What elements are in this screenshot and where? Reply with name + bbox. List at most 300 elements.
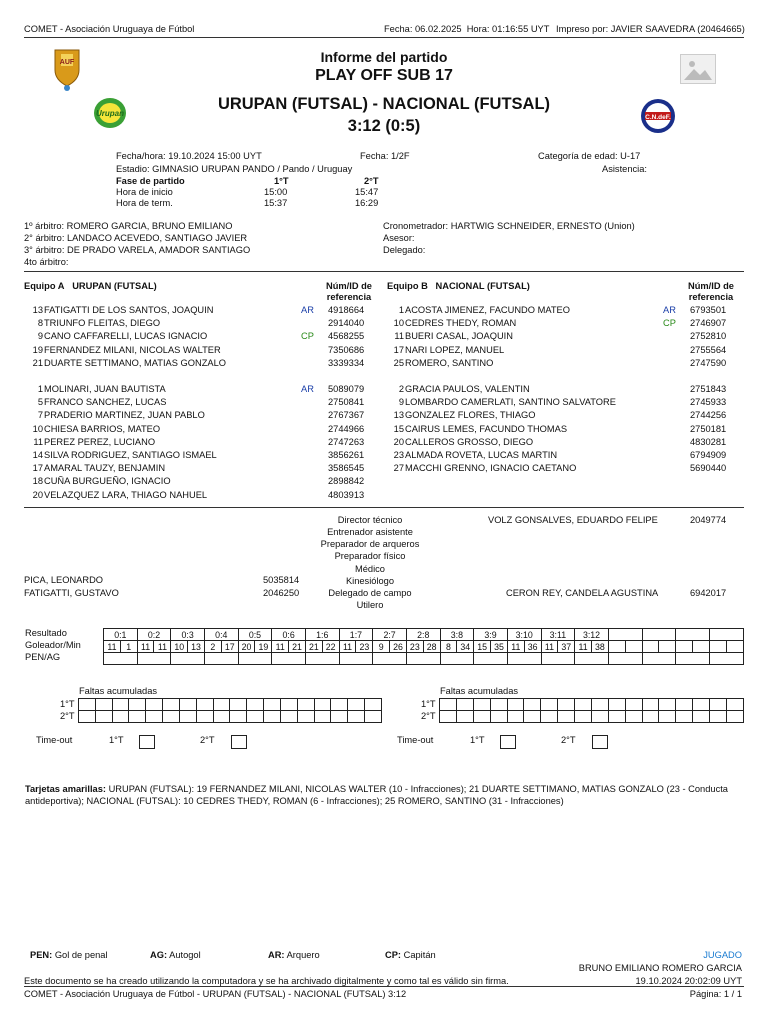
result-cell: 2:7 [373, 629, 407, 641]
scorer-number-cell: 23 [406, 641, 423, 653]
pen-cell [373, 653, 407, 665]
advisor: Asesor: [383, 233, 415, 243]
player-number: 14 [32, 450, 43, 460]
player-name: CUÑA BURGUEÑO, IGNACIO [44, 476, 171, 487]
pen-cell [305, 653, 339, 665]
scorer-minute-cell: 22 [322, 641, 339, 653]
foul-cell [608, 711, 625, 723]
result-cell: 3:11 [541, 629, 575, 641]
player-name: VELAZQUEZ LARA, THIAGO NAHUEL [44, 489, 208, 500]
staff-role-label: Preparador de arqueros [320, 539, 420, 550]
pen-cell [608, 653, 642, 665]
player-number: 25 [393, 357, 404, 368]
pen-cell [137, 653, 171, 665]
player-name: DUARTE SETTIMANO, MATIAS GONZALO [44, 357, 226, 368]
team-b-sub-row [0, 397, 768, 410]
player-role: CP [301, 331, 314, 342]
foul-cell [179, 711, 196, 723]
player-name: AMARAL TAUZY, BENJAMIN [44, 463, 166, 474]
player-number: 10 [32, 423, 43, 434]
team-b-starter-row [0, 358, 768, 371]
foul-cell [710, 711, 727, 723]
foul-cell [575, 711, 592, 723]
player-id: 3339334 [328, 357, 365, 368]
team-a-sub-row [0, 490, 768, 503]
player-id: 4918664 [328, 305, 365, 315]
player-number: 21 [32, 357, 43, 368]
scorer-minute-cell [692, 641, 709, 653]
scorer-minute-cell: 28 [423, 641, 440, 653]
scorer-number-cell: 11 [541, 641, 558, 653]
referee-4: 4to árbitro: [24, 257, 69, 267]
player-name: NARI LOPEZ, MANUEL [405, 344, 505, 355]
timeout-a-1t-label: 1°T [109, 735, 124, 745]
scorer-minute-cell: 34 [457, 641, 474, 653]
pen-cell [238, 653, 272, 665]
team-b-sub-row [0, 463, 768, 476]
svg-text:C.N.deF.: C.N.deF. [645, 114, 671, 121]
end-label: Hora de term. [116, 198, 173, 208]
result-cell: 0:5 [238, 629, 272, 641]
scorer-minute-cell: 13 [188, 641, 205, 653]
phase-label: Fase de partido [116, 176, 185, 186]
player-id: 2744966 [328, 423, 365, 434]
result-cell [676, 629, 710, 641]
foul-cell [642, 711, 659, 723]
foul-cell [112, 699, 129, 711]
staff-role-label: Delegado de campo [328, 587, 412, 598]
image-placeholder-icon [680, 54, 716, 84]
foul-cell [642, 699, 659, 711]
foul-cell [129, 699, 146, 711]
fouls-b-2t-label: 2°T [421, 711, 436, 721]
foul-cell [524, 711, 541, 723]
scorer-minute-cell [659, 641, 676, 653]
player-id: 2750841 [328, 397, 365, 408]
foul-cell [348, 711, 365, 723]
foul-cell [558, 711, 575, 723]
scorer-minute-cell [726, 641, 743, 653]
player-id: 4830281 [690, 436, 727, 447]
staff-a-delegate-id: 2046250 [263, 588, 300, 598]
timeout-b-label: Time-out [397, 735, 434, 745]
player-id: 2747590 [690, 357, 727, 368]
urupan-logo [88, 95, 132, 131]
fouls-a-1t-label: 1°T [60, 699, 75, 709]
player-name: GONZALEZ FLORES, THIAGO [405, 410, 536, 421]
foul-cell [314, 711, 331, 723]
yellow-cards: Tarjetas amarillas: URUPAN (FUTSAL): 19 FERNANDEZ MILANI, NICOLAS WALTER (10 - Infracciones); 21 DUARTE SETTIMANO, MATIAS GONZALO (23 - Conducta antideportiva); NACIONAL (FUTSAL): 10 CEDRES THEDY, ROMAN (6 - Infracciones); 25 ROMERO, SANTINO (31 - Infracciones) [25, 784, 728, 806]
team-b-sub-row [0, 424, 768, 437]
player-name: CAIRUS LEMES, FACUNDO THOMAS [405, 423, 568, 434]
phase-2t: 2°T [364, 176, 379, 186]
pen-cell [642, 653, 676, 665]
player-name: LOMBARDO CAMERLATI, SANTINO SALVATORE [405, 397, 616, 408]
team-b-sub-row [0, 437, 768, 450]
foul-cell [726, 711, 743, 723]
scorer-number-cell [709, 641, 726, 653]
scorer-minute-cell: 37 [558, 641, 575, 653]
player-number: 13 [32, 305, 43, 315]
staff-a-physio-id: 5035814 [263, 575, 300, 585]
player-number: 8 [37, 318, 43, 329]
player-id: 2745933 [690, 397, 727, 408]
result-cell: 0:4 [204, 629, 238, 641]
player-number: 23 [393, 450, 404, 460]
staff-role-label: Director técnico [337, 515, 403, 525]
timeout-a-2t-label: 2°T [200, 735, 215, 745]
player-number: 11 [33, 436, 43, 447]
foul-cell [507, 711, 524, 723]
competition-title: PLAY OFF SUB 17 [315, 67, 453, 84]
staff-role-label: Preparador físico [334, 551, 406, 562]
player-number: 17 [393, 344, 404, 355]
result-cell: 1:6 [305, 629, 339, 641]
player-number: 1 [398, 305, 404, 315]
result-cell: 3:10 [507, 629, 541, 641]
pen-cell [440, 653, 474, 665]
staff-b-coach-name: VOLZ GONSALVES, EDUARDO FELIPE [488, 515, 658, 525]
player-name: PRADERIO MARTINEZ, JUAN PABLO [44, 410, 205, 421]
scorer-number-cell: 11 [575, 641, 592, 653]
player-id: 4568255 [328, 331, 365, 342]
foul-cell [676, 711, 693, 723]
foul-cell [280, 699, 297, 711]
staff-b-delegate-id: 6942017 [690, 588, 727, 598]
pen-cell [171, 653, 205, 665]
foul-cell [440, 711, 457, 723]
legend-cp: CP: Capitán [385, 950, 436, 960]
player-id: 5690440 [690, 463, 727, 474]
foul-cell [230, 711, 247, 723]
timeout-a-2t-box [231, 735, 247, 749]
foul-cell [693, 699, 710, 711]
player-number: 13 [393, 410, 404, 421]
player-number: 20 [393, 436, 404, 447]
signed-at: 19.10.2024 20:02:09 UYT [635, 976, 742, 986]
scorer-minute-cell: 23 [356, 641, 373, 653]
player-number: 18 [32, 476, 43, 487]
foul-cell [314, 699, 331, 711]
scorer-minute-cell: 11 [154, 641, 171, 653]
fouls-b-grid [439, 698, 744, 723]
foul-cell [348, 699, 365, 711]
player-number: 1 [37, 384, 43, 394]
match-round: Fecha: 1/2F [360, 151, 410, 161]
player-id: 6793501 [690, 305, 727, 315]
pen-cell [474, 653, 508, 665]
foul-cell [710, 699, 727, 711]
team-a-header: Equipo A URUPAN (FUTSAL) [24, 281, 157, 291]
player-id: 2755564 [690, 344, 727, 355]
timeout-b-2t-label: 2°T [561, 735, 576, 745]
match-datetime: Fecha/hora: 19.10.2024 15:00 UYT [116, 151, 262, 161]
scorer-label: Goleador/Min [25, 640, 81, 650]
player-id: 6794909 [690, 450, 727, 460]
foul-cell [163, 711, 180, 723]
end-2t: 16:29 [355, 198, 379, 208]
start-label: Hora de inicio [116, 187, 173, 197]
scorer-number-cell: 11 [507, 641, 524, 653]
result-cell [642, 629, 676, 641]
fouls-a-2t-label: 2°T [60, 711, 75, 721]
team-a-id-header: Núm/ID de referencia [326, 281, 372, 302]
result-cell [608, 629, 642, 641]
scorer-number-cell [676, 641, 693, 653]
player-id: 2747263 [328, 436, 365, 447]
foul-cell [456, 711, 473, 723]
page-number: Página: 1 / 1 [689, 989, 742, 999]
signer-name: BRUNO EMILIANO ROMERO GARCIA [578, 963, 742, 973]
player-id: 4803913 [328, 489, 365, 500]
player-id: 2744256 [690, 410, 727, 421]
legend-ar: AR: Arquero [268, 950, 320, 960]
player-id: 3856261 [328, 450, 365, 460]
player-number: 27 [393, 463, 404, 474]
end-1t: 15:37 [264, 198, 288, 208]
scorer-minute-cell: 36 [524, 641, 541, 653]
header-print-date: Fecha: 06.02.2025 Hora: 01:16:55 UYT [384, 24, 550, 34]
team-b-id-header: Núm/ID de referencia [688, 281, 734, 302]
pen-cell [339, 653, 373, 665]
player-name: GRACIA PAULOS, VALENTIN [405, 384, 530, 394]
foul-cell [230, 699, 247, 711]
foul-cell [179, 699, 196, 711]
scorer-number-cell: 2 [204, 641, 221, 653]
result-cell: 3:8 [440, 629, 474, 641]
timeout-a-label: Time-out [36, 735, 73, 745]
player-id: 7350686 [328, 344, 365, 355]
staff-role-label: Utilero [356, 600, 384, 611]
player-id: 2898842 [328, 476, 365, 487]
staff-role-label: Médico [355, 563, 385, 574]
team-b-sub-row [0, 410, 768, 423]
report-title: Informe del partido [320, 49, 448, 65]
header-org: COMET - Asociación Uruguaya de Fútbol [24, 24, 195, 34]
scorer-minute-cell: 35 [491, 641, 508, 653]
legend-pen: PEN: Gol de penal [30, 950, 108, 960]
player-number: 15 [393, 423, 404, 434]
player-name: MOLINARI, JUAN BAUTISTA [44, 384, 166, 394]
scorer-minute-cell: 1 [120, 641, 137, 653]
player-number: 2 [398, 384, 404, 394]
timeout-b-1t-label: 1°T [470, 735, 485, 745]
player-number: 19 [32, 344, 43, 355]
player-id: 2752810 [690, 331, 727, 342]
player-name: TRIUNFO FLEITAS, DIEGO [44, 318, 161, 329]
result-cell: 2:8 [406, 629, 440, 641]
svg-text:Urupan: Urupan [96, 109, 124, 118]
pen-label: PEN/AG [25, 652, 61, 662]
player-name: FATIGATTI DE LOS SANTOS, JOAQUIN [44, 305, 214, 315]
team-b-starter-row [0, 305, 768, 318]
foul-cell [196, 711, 213, 723]
match-title: URUPAN (FUTSAL) - NACIONAL (FUTSAL) [217, 95, 551, 113]
player-number: 11 [394, 331, 404, 342]
foul-cell [196, 699, 213, 711]
foul-cell [591, 711, 608, 723]
staff-role-label: Entrenador asistente [327, 527, 413, 538]
scorer-number-cell: 15 [474, 641, 491, 653]
nacional-logo [638, 96, 682, 136]
foul-cell [473, 711, 490, 723]
foul-cell [575, 699, 592, 711]
foul-cell [297, 699, 314, 711]
referee-2: 2° árbitro: LANDACO ACEVEDO, SANTIAGO JAVIER [24, 233, 248, 243]
player-role: AR [301, 384, 314, 394]
player-name: SILVA RODRIGUEZ, SANTIAGO ISMAEL [44, 450, 217, 460]
player-name: CALLEROS GROSSO, DIEGO [405, 436, 534, 447]
player-number: 9 [398, 397, 404, 408]
foul-cell [625, 699, 642, 711]
foul-cell [490, 711, 507, 723]
foul-cell [507, 699, 524, 711]
scorer-minute-cell: 21 [289, 641, 306, 653]
scorer-number-cell [642, 641, 659, 653]
fouls-b-label: Faltas acumuladas [440, 686, 519, 696]
foul-cell [558, 699, 575, 711]
staff-b-delegate-name: CERON REY, CANDELA AGUSTINA [506, 588, 659, 598]
foul-cell [524, 699, 541, 711]
foul-cell [95, 711, 112, 723]
player-id: 3586545 [328, 463, 365, 474]
status-badge: JUGADO [703, 950, 742, 960]
foul-cell [591, 699, 608, 711]
header-printed-by: Impreso por: JAVIER SAAVEDRA (20464665) [556, 24, 745, 34]
foul-cell [693, 711, 710, 723]
scorer-number-cell: 21 [305, 641, 322, 653]
timeout-b-1t-box [500, 735, 516, 749]
player-id: 2751843 [690, 384, 727, 394]
delegate: Delegado: [383, 245, 426, 255]
foul-cell [659, 711, 676, 723]
foul-cell [365, 699, 382, 711]
result-label: Resultado [25, 628, 67, 638]
foul-cell [331, 699, 348, 711]
scorer-number-cell: 11 [272, 641, 289, 653]
foul-cell [625, 711, 642, 723]
result-cell: 0:2 [137, 629, 171, 641]
scorer-number-cell: 11 [104, 641, 121, 653]
player-name: CEDRES THEDY, ROMAN [405, 318, 517, 329]
staff-a-delegate-name: FATIGATTI, GUSTAVO [24, 588, 119, 598]
foul-cell [365, 711, 382, 723]
player-role: AR [301, 305, 314, 315]
foul-cell [280, 711, 297, 723]
result-cell: 0:6 [272, 629, 306, 641]
foul-cell [297, 711, 314, 723]
player-number: 10 [393, 318, 404, 329]
foul-cell [146, 711, 163, 723]
footer-match: COMET - Asociación Uruguaya de Fútbol - URUPAN (FUTSAL) - NACIONAL (FUTSAL) 3:12 [24, 989, 407, 999]
foul-cell [331, 711, 348, 723]
scorer-minute-cell: 38 [592, 641, 609, 653]
player-role: AR [663, 305, 676, 315]
timeout-b-2t-box [592, 735, 608, 749]
svg-text:AUF: AUF [59, 59, 75, 66]
foul-cell [676, 699, 693, 711]
attendance: Asistencia: [602, 164, 647, 174]
team-a-sub-row [0, 476, 768, 489]
player-number: 7 [37, 410, 43, 421]
result-cell: 0:3 [171, 629, 205, 641]
scorer-minute-cell: 17 [221, 641, 238, 653]
age-category: Categoría de edad: U-17 [538, 151, 641, 161]
player-name: CHIESA BARRIOS, MATEO [44, 423, 161, 434]
player-number: 17 [32, 463, 43, 474]
player-id: 2750181 [690, 423, 727, 434]
pen-cell [104, 653, 138, 665]
foul-cell [247, 699, 264, 711]
pen-cell [507, 653, 541, 665]
foul-cell [440, 699, 457, 711]
pen-cell [709, 653, 743, 665]
referee-3: 3° árbitro: DE PRADO VARELA, AMADOR SANTIAGO [24, 245, 251, 255]
foul-cell [79, 699, 96, 711]
player-id: 5089079 [328, 384, 365, 394]
team-b-starter-row [0, 331, 768, 344]
team-b-starter-row [0, 345, 768, 358]
scorer-number-cell: 11 [339, 641, 356, 653]
result-cell: 3:9 [474, 629, 508, 641]
scorer-minute-cell: 19 [255, 641, 272, 653]
foul-cell [247, 711, 264, 723]
match-score: 3:12 (0:5) [347, 117, 421, 135]
pen-cell [575, 653, 609, 665]
team-b-sub-row [0, 450, 768, 463]
player-name: PEREZ PEREZ, LUCIANO [44, 436, 156, 447]
foul-cell [490, 699, 507, 711]
result-cell [709, 629, 743, 641]
player-name: FRANCO SANCHEZ, LUCAS [44, 397, 167, 408]
team-b-header: Equipo B NACIONAL (FUTSAL) [387, 281, 530, 291]
foul-cell [608, 699, 625, 711]
foul-cell [264, 711, 281, 723]
scorer-number-cell: 20 [238, 641, 255, 653]
player-number: 9 [37, 331, 43, 342]
foul-cell [213, 711, 230, 723]
timeout-a-1t-box [139, 735, 155, 749]
foul-cell [112, 711, 129, 723]
player-id: 2746907 [690, 318, 727, 329]
player-name: ACOSTA JIMENEZ, FACUNDO MATEO [405, 305, 570, 315]
result-cell: 1:7 [339, 629, 373, 641]
player-name: ROMERO, SANTINO [405, 357, 494, 368]
phase-1t: 1°T [274, 176, 289, 186]
auf-logo [52, 44, 82, 92]
player-role: CP [663, 318, 676, 329]
foul-cell [146, 699, 163, 711]
foul-cell [726, 699, 743, 711]
foul-cell [456, 699, 473, 711]
fouls-a-grid [78, 698, 382, 723]
foul-cell [541, 699, 558, 711]
player-name: BUERI CASAL, JOAQUIN [405, 331, 513, 342]
pen-cell [676, 653, 710, 665]
player-number: 20 [32, 489, 43, 500]
staff-b-coach-id: 2049774 [690, 515, 727, 525]
referee-1: 1º árbitro: ROMERO GARCIA, BRUNO EMILIANO [24, 221, 233, 231]
timekeeper: Cronometrador: HARTWIG SCHNEIDER, ERNESTO (Union) [383, 221, 635, 231]
start-2t: 15:47 [355, 187, 379, 197]
scorer-number-cell: 11 [137, 641, 154, 653]
pen-cell [272, 653, 306, 665]
scorer-minute-cell: 26 [390, 641, 407, 653]
foul-cell [213, 699, 230, 711]
foul-cell [541, 711, 558, 723]
result-cell: 3:12 [575, 629, 609, 641]
result-cell: 0:1 [104, 629, 138, 641]
